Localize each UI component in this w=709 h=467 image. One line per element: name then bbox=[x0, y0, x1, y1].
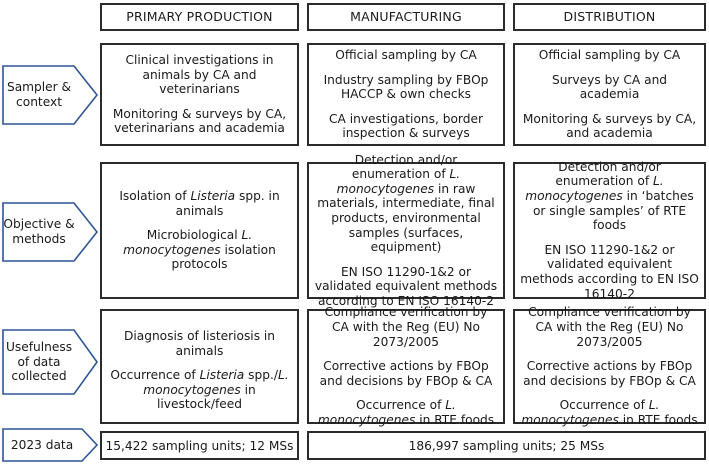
sampler-distribution-box bbox=[513, 43, 706, 146]
sampler-primary-box bbox=[100, 43, 299, 146]
row-label-data2023 bbox=[2, 428, 98, 462]
usefulness-manufacturing-para-2: Corrective actions by FBOp and decisions by FBOp & CA bbox=[319, 359, 493, 388]
objective-primary-para-1: Isolation of Listeria spp. in animals bbox=[119, 189, 280, 218]
sampler-manufacturing-line-2: Industry sampling by FBOp HACCP & own checks bbox=[323, 72, 489, 102]
objective-manufacturing-para-2: EN ISO 11290-1&2 or validated equivalent methods according to EN ISO 16140-2 bbox=[314, 264, 498, 308]
sampler-manufacturing-line-1: Official sampling by CA bbox=[335, 48, 477, 63]
usefulness-distribution-para-2: Corrective actions by FBOp and decisions by FBOp & CA bbox=[523, 359, 696, 388]
sampler-primary-line-1: Clinical investigations in animals by CA and veterinarians bbox=[125, 53, 274, 97]
row-label-usefulness-text: Usefulness of data collected bbox=[5, 340, 73, 384]
objective-distribution-para-1: Detection and/or enumeration of L. monocytogenes in ‘batches or single samples’ of RTE foods bbox=[525, 159, 694, 233]
data2023-manuf-distrib-text: 186,997 sampling units; 25 MSs bbox=[408, 438, 605, 453]
row-label-sampler-text: Sampler & context bbox=[6, 80, 72, 109]
header-distribution-label: DISTRIBUTION bbox=[563, 8, 656, 24]
usefulness-primary-para-1: Diagnosis of listeriosis in animals bbox=[123, 329, 276, 358]
usefulness-distribution-para-3: Occurrence of L. monocytogenes in RTE foods bbox=[521, 398, 698, 427]
header-manufacturing-label: MANUFACTURING bbox=[350, 8, 462, 24]
objective-distribution-para-2: EN ISO 11290-1&2 or validated equivalent methods according to EN ISO 16140-2 bbox=[520, 242, 699, 301]
usefulness-distribution-para-1: Compliance verification by CA with the Reg (EU) No 2073/2005 bbox=[528, 305, 691, 349]
sampler-distribution-line-3: Monitoring & surveys by CA, and academia bbox=[522, 111, 697, 141]
usefulness-manufacturing-box bbox=[307, 305, 505, 427]
row-label-usefulness bbox=[2, 329, 98, 395]
row-label-data2023-text: 2023 data bbox=[10, 437, 74, 452]
header-distribution bbox=[513, 3, 706, 31]
row-label-sampler bbox=[2, 65, 98, 125]
sampler-primary-line-2: Monitoring & surveys by CA, veterinarians and academia bbox=[112, 106, 287, 136]
objective-distribution-box bbox=[513, 159, 706, 301]
header-primary-production bbox=[100, 3, 299, 31]
usefulness-primary-para-2: Occurrence of Listeria spp./L. monocytogenes in livestock/feed bbox=[110, 368, 289, 412]
usefulness-manufacturing-para-1: Compliance verification by CA with the Reg (EU) No 2073/2005 bbox=[324, 305, 488, 349]
data2023-primary-box bbox=[100, 431, 299, 460]
sampler-distribution-line-1: Official sampling by CA bbox=[538, 48, 681, 63]
sampler-manufacturing-line-3: CA investigations, border inspection & surveys bbox=[329, 111, 483, 141]
sampler-distribution-line-2: Surveys by CA and academia bbox=[551, 72, 668, 102]
data2023-manuf-distrib-box bbox=[307, 431, 706, 460]
sampler-manufacturing-box bbox=[307, 43, 505, 146]
header-manufacturing bbox=[307, 3, 505, 31]
row-label-objective bbox=[2, 202, 98, 262]
usefulness-distribution-box bbox=[513, 305, 706, 427]
usefulness-primary-box bbox=[100, 309, 299, 424]
objective-manufacturing-box bbox=[307, 152, 505, 308]
usefulness-manufacturing-para-3: Occurrence of L. monocytogenes in RTE foods bbox=[317, 398, 495, 427]
objective-primary-para-2: Microbiological L. monocytogenes isolation protocols bbox=[123, 228, 276, 272]
data2023-primary-text: 15,422 sampling units; 12 MSs bbox=[105, 438, 294, 453]
row-label-objective-text: Objective & methods bbox=[3, 217, 75, 246]
objective-manufacturing-para-1: Detection and/or enumeration of L. monocytogenes in raw materials, intermediate, final products, environmental samples (surfaces, equipment) bbox=[317, 152, 495, 255]
header-primary-label: PRIMARY PRODUCTION bbox=[126, 8, 273, 24]
objective-primary-box bbox=[100, 162, 299, 299]
